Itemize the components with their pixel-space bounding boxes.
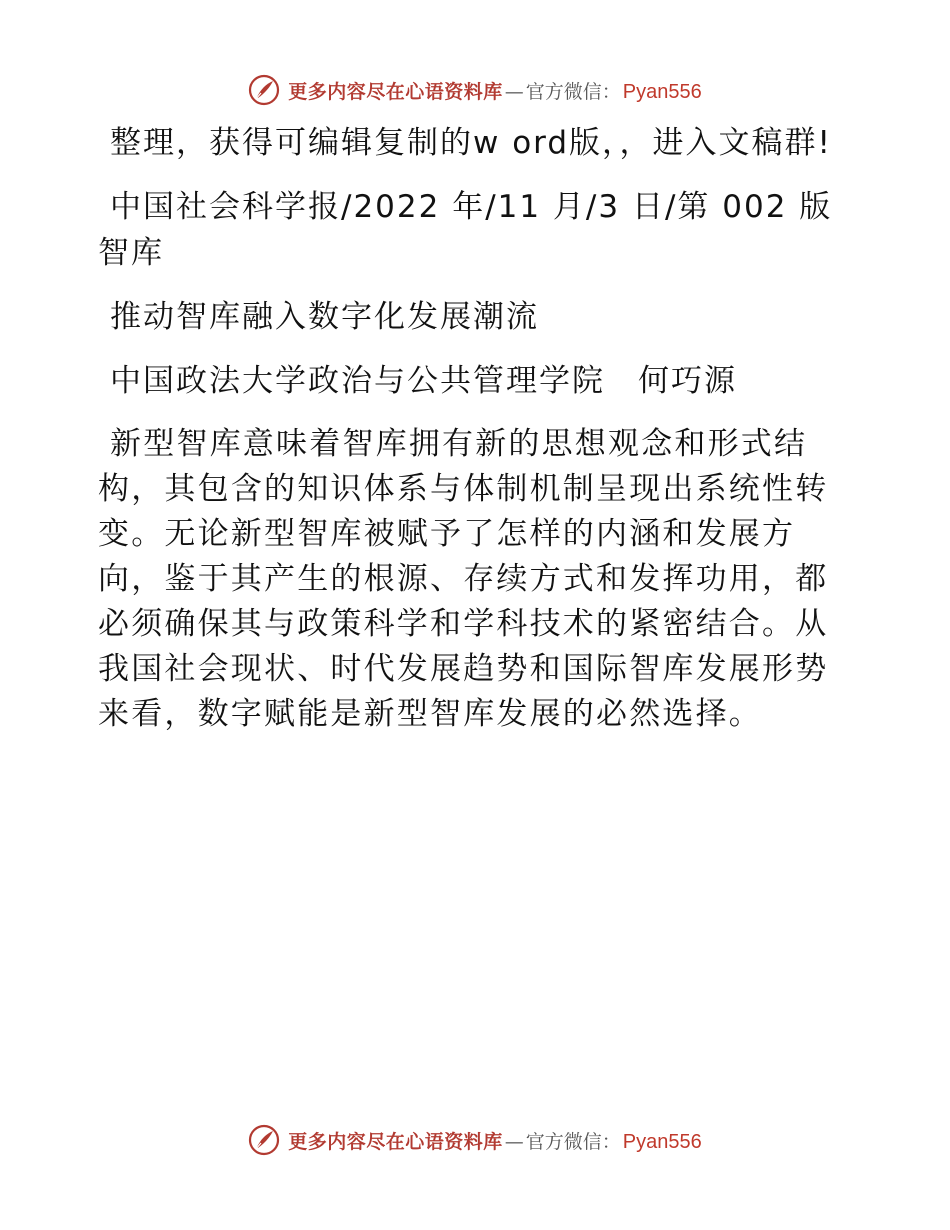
header-banner-dash: — [504, 80, 524, 103]
header-banner-text [288, 77, 702, 104]
source-line: 中国社会科学报/2022 年/11 月/3 日/第 002 版智库 [98, 189, 833, 271]
header-banner-inner [248, 74, 702, 106]
quill-pen-logo-icon [248, 74, 280, 106]
author-line: 中国政法大学政治与公共管理学院 何巧源 [110, 363, 737, 399]
footer-banner-wechat-id: Pyan556 [622, 1130, 702, 1153]
body-paragraph: 新型智库意味着智库拥有新的思想观念和形式结构，其包含的知识体系与体制机制呈现出系统性转变。无论新型智库被赋予了怎样的内涵和发展方向，鉴于其产生的根源、存续方式和发挥功用，都必须确保其与政策科学和学科技术的紧密结合。从我国社会现状、时代发展趋势和国际智库发展形势来看，数字赋能是新型智库发展的必然选择。 [98, 426, 829, 732]
quill-pen-logo-icon [248, 1124, 280, 1156]
document-content [98, 120, 858, 755]
header-banner-wechat-label: 官方微信： [525, 80, 621, 103]
footer-banner [0, 1120, 950, 1160]
header-banner [0, 70, 950, 110]
footer-banner-dash: — [504, 1130, 524, 1153]
footer-banner-inner [248, 1124, 702, 1156]
intro-paragraph: 整理，获得可编辑复制的w ord版，，进入文稿群! [110, 125, 832, 161]
footer-banner-wechat-label: 官方微信： [525, 1130, 621, 1153]
article-title: 推动智库融入数字化发展潮流 [110, 299, 539, 335]
footer-banner-text [288, 1127, 702, 1154]
header-banner-wechat-id: Pyan556 [622, 80, 702, 103]
footer-banner-site-name: 更多内容尽在心语资料库 [288, 1130, 503, 1153]
header-banner-site-name: 更多内容尽在心语资料库 [288, 80, 503, 103]
